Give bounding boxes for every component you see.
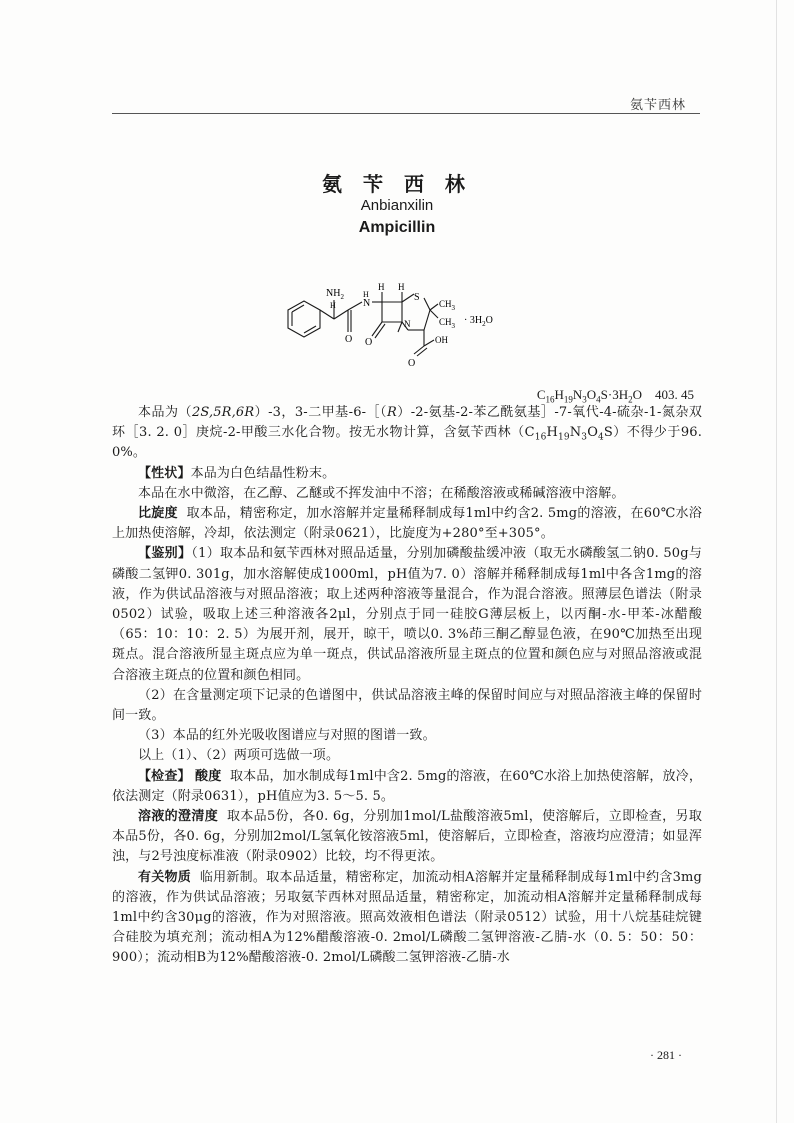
title-pinyin: Anbianxilin (360, 197, 434, 214)
identification-paragraph-3: （3）本品的红外光吸收图谱应与对照的图谱一致。 (138, 728, 436, 744)
page-number: · 281 · (650, 1048, 682, 1062)
solubility-paragraph: 本品在水中微溶，在乙醇、乙醚或不挥发油中不溶；在稀酸溶液或稀碱溶液中溶解。 (138, 485, 625, 501)
title-english: Ampicillin (358, 219, 436, 236)
hydroxyl-label: OH (435, 335, 448, 345)
definition-paragraph: 本品为（2S,5R,6R）-3，3-二甲基-6-［（R）-2-氨基-2-苯乙酰氨基］-7-氧代-4-硫杂-1-氮杂双环［3. 2. 0］庚烷-2-甲酸三水化合物。按无水物计算，含氨苄西林$(C_{16}H_{19}N_3O_4S)$不得少于96. 0%。 (112, 405, 702, 461)
properties-heading: 【性状】 (138, 465, 191, 481)
acid-o-label: O (408, 358, 416, 369)
clarity-paragraph: 溶液的澄清度 取本品5份，各0. 6g，分别加1mol/L盐酸溶液5ml，使溶解后，立即检查，另取本品5份，各0. 6g，分别加2mol/L氢氧化铵溶液5ml，使溶解后，立即检查，溶液均应澄清；如显浑浊，与2号浊度标准液（附录0902）比较，均不得更浓。 (112, 809, 702, 865)
amide-o-label: O (345, 334, 353, 345)
c6-h-label: H (378, 282, 385, 292)
molecular-formula: $C_{16}H_{19}N_3O_4S\cdot 3H_2O$ 403. 45 (536, 387, 694, 405)
clarity-heading: 溶液的澄清度 (138, 809, 219, 825)
hydrate-label: · $3H_2O$ (464, 315, 493, 328)
related-substances-heading: 有关物质 (138, 869, 192, 885)
ring-n-label: N (404, 319, 411, 329)
identification-note: 以上（1）、（2）两项可选做一项。 (138, 748, 340, 764)
chemical-structure (268, 278, 518, 374)
monograph-body (112, 403, 702, 969)
identification-heading: 【鉴别】 (138, 546, 192, 562)
methyl-a-label: $CH_3$ (439, 299, 456, 312)
related-substances-paragraph: 有关物质 临用新制。取本品适量，精密称定，加流动相A溶解并定量稀释制成每1ml中约含3mg的溶液，作为供试品溶液；另取氨苄西林对照品适量，精密称定，加流动相A溶解并定量稀释制成每1ml中约含30μg的溶液，作为对照溶液。照高效液相色谱法（附录0512）试验，用十八烷基硅烷键合硅胶为填充剂；流动相A为12%醋酸溶液-0. 2mol/L磷酸二氢钾溶液-乙腈-水（0. 5：50：50：900）；流动相B为12%醋酸溶液-0. 2mol/L磷酸二氢钾溶液-乙腈-水 (112, 869, 702, 966)
properties-paragraph: 【性状】本品为白色结晶性粉末。 (138, 465, 336, 481)
identification-paragraph-2: （2）在含量测定项下记录的色谱图中，供试品溶液主峰的保留时间应与对照品溶液主峰的保留时间一致。 (112, 687, 702, 724)
alpha-h-label: H (330, 301, 336, 310)
molecular-weight: 403. 45 (655, 387, 694, 402)
amino-label: $NH_2$ (326, 288, 344, 301)
amide-h-label: H (363, 290, 369, 299)
amide-n-label: N (363, 298, 371, 309)
running-head: 氨苄西林 (629, 98, 686, 113)
sulfur-label: S (414, 292, 420, 303)
acidity-heading: 酸度 (195, 768, 222, 784)
rotation-paragraph: 比旋度 取本品，精密称定，加水溶解并定量稀释制成每1ml中约含2. 5mg的溶液，在60℃水浴上加热使溶解，冷却，依法测定（附录0621），比旋度为+280°至+305°。 (112, 506, 702, 542)
methyl-b-label: $CH_3$ (439, 317, 456, 330)
identification-paragraph-1: 【鉴别】（1）取本品和氨苄西林对照品适量，分别加磷酸盐缓冲液（取无水磷酸氢二钠0. 50g与磷酸二氢钾0. 301g，加水溶解使成1000ml，pH值为7. 0）溶解并稀释制成每1ml中各含1mg的溶液，作为供试品溶液与对照品溶液；取上述两种溶液等量混合，作为混合溶液。照薄层色谱法（附录0502）试验，吸取上述三种溶液各2μl，分别点于同一硅胶G薄层板上，以丙酮-水-甲苯-冰醋酸（65：10：10：2. 5）为展开剂，展开，晾干，喷以0. 3%茚三酮乙醇显色液，在90℃加热至出现斑点。混合溶液所显主斑点应为单一斑点，供试品溶液所显主斑点的位置和颜色应与对照品溶液或混合溶液主斑点的位置和颜色相同。 (112, 546, 702, 683)
lactam-o-label: O (365, 337, 373, 348)
rotation-heading: 比旋度 (138, 506, 178, 522)
header-rule (112, 113, 700, 114)
c5-h-label: H (398, 282, 405, 292)
acidity-paragraph: 【检查】 酸度 取本品，加水制成每1ml中含2. 5mg的溶液，在60℃水浴上加热使溶解，放冷，依法测定（附录0631），pH值应为3. 5～5. 5。 (112, 768, 702, 804)
title-chinese: 氨 苄 西 林 (322, 172, 472, 196)
tests-heading: 【检查】 (138, 768, 191, 784)
